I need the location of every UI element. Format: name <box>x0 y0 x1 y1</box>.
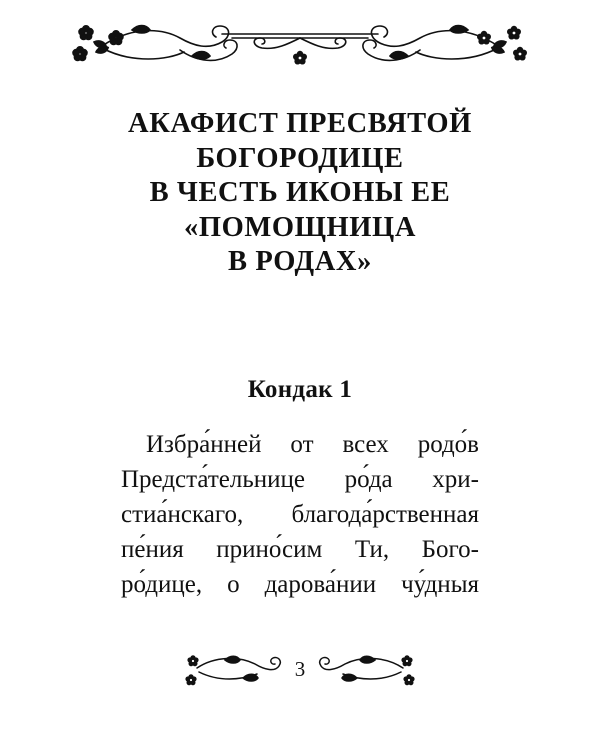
title-line: В РОДАХ» <box>228 246 372 277</box>
text-line <box>121 497 479 532</box>
prayer-text <box>121 427 479 602</box>
title-line: БОГОРОДИЦЕ <box>196 142 404 174</box>
word: благода́рственная <box>291 501 479 528</box>
word: стиа́нскаго, <box>121 501 244 528</box>
top-floral-ornament-icon <box>72 20 528 70</box>
word: ро́да <box>344 466 393 493</box>
title-line: В ЧЕСТЬ ИКОНЫ ЕЕ <box>149 177 451 208</box>
word: ро́дице, <box>121 571 203 598</box>
document-title <box>60 107 540 280</box>
word: Ти, <box>354 536 390 563</box>
text-line <box>121 567 479 602</box>
text-line <box>121 462 479 497</box>
section-heading: Кондак 1 <box>247 376 353 403</box>
title-line: «ПОМОЩНИЦА <box>183 211 417 243</box>
word: прино́сим <box>216 536 323 563</box>
word: пе́ния <box>121 536 184 563</box>
word: родо́в <box>417 431 479 458</box>
word: дарова́нии <box>264 571 377 598</box>
page-number: 3 <box>294 657 306 681</box>
text-line <box>121 427 479 462</box>
word: хри- <box>432 466 479 493</box>
word: Избра́нней <box>146 431 262 458</box>
text-line <box>121 532 479 567</box>
word: от <box>290 431 314 458</box>
title-line: АКАФИСТ ПРЕСВЯТОЙ <box>128 108 472 139</box>
word: чу́дныя <box>401 571 479 598</box>
word: Бого- <box>421 536 479 563</box>
word: всех <box>342 431 389 458</box>
word: о <box>227 571 240 598</box>
word: Предста́тельнице <box>121 466 305 493</box>
